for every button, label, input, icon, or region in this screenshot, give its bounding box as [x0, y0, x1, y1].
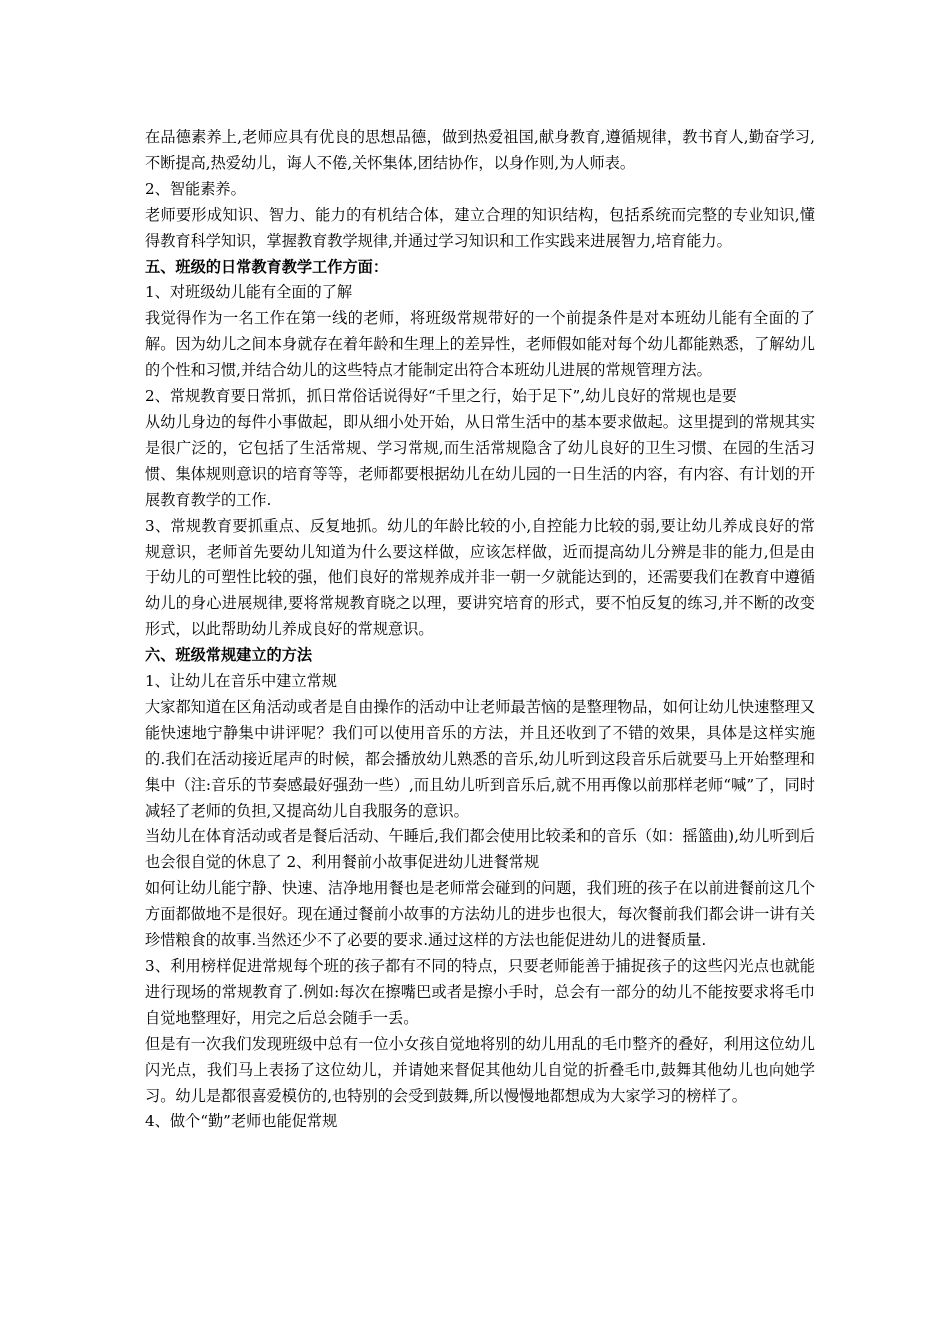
- section-heading-routine-methods: 六、班级常规建立的方法: [145, 646, 313, 665]
- paragraph-knowledge-structure: 老师要形成知识、智力、能力的有机结合体，建立合理的知识结构，包括系统而完整的专业知识,懂得教育科学知识，掌握教育教学规律,并通过学习知识和工作实践来进展智力,培育能力。: [145, 205, 815, 250]
- paragraph-understand-children: 我觉得作为一名工作在第一线的老师，将班级常规带好的一个前提条件是对本班幼儿能有全面的了解。因为幼儿之间本身就存在着年龄和生理上的差异性，老师假如能对每个幼儿都能熟悉，了解幼儿的个性和习惯,并结合幼儿的这些特点才能制定出符合本班幼儿进展的常规管理方法。: [145, 309, 815, 380]
- document-body: [145, 125, 815, 1135]
- paragraph-daily-routine: 2、常规教育要日常抓，抓日常俗话说得好“千里之行，始于足下”,幼儿良好的常规也是要: [145, 387, 737, 406]
- subheading-intellectual-quality: 2、智能素养。: [145, 179, 246, 198]
- paragraph-meal-stories: 如何让幼儿能宁静、快速、洁净地用餐也是老师常会碰到的问题，我们班的孩子在以前进餐前这几个方面都做地不是很好。现在通过餐前小故事的方法幼儿的进步也很大，每次餐前我们都会讲一讲有关珍惜粮食的故事.当然还少不了必要的要求.通过这样的方法也能促进幼儿的进餐质量.: [145, 879, 815, 950]
- paragraph-music-method: 大家都知道在区角活动或者是自由操作的活动中让老师最苦恼的是整理物品，如何让幼儿快速整理又能快速地宁静集中讲评呢？我们可以使用音乐的方法，并且还收到了不错的效果，具体是这样实施的.我们在活动接近尾声的时候，都会播放幼儿熟悉的音乐,幼儿听到这段音乐后就要马上开始整理和集中（注:音乐的节奏感最好强劲一些）,而且幼儿听到音乐后,就不用再像以前那样老师“喊”了，同时减轻了老师的负担,又提高幼儿自我服务的意识。: [145, 697, 815, 820]
- paragraph-soft-music: 当幼儿在体育活动或者是餐后活动、午睡后,我们都会使用比较柔和的音乐（如：摇篮曲),幼儿听到后也会很自觉的休息了 2、利用餐前小故事促进幼儿进餐常规: [145, 827, 815, 872]
- paragraph-key-points: 3、常规教育要抓重点、反复地抓。幼儿的年龄比较的小,自控能力比较的弱,要让幼儿养成良好的常规意识，老师首先要幼儿知道为什么要这样做，应该怎样做，近而提高幼儿分辨是非的能力,但是由于幼儿的可塑性比较的强，他们良好的常规养成并非一朝一夕就能达到的，还需要我们在教育中遵循幼儿的身心进展规律,要将常规教育晓之以理，要讲究培育的形式，要不怕反复的练习,并不断的改变形式，以此帮助幼儿养成良好的常规意识。: [145, 516, 815, 639]
- subheading-understand-children: 1、对班级幼儿能有全面的了解: [145, 283, 353, 302]
- subheading-diligent-teacher: 4、做个“勤”老师也能促常规: [145, 1112, 338, 1131]
- section-heading-daily-teaching: 五、班级的日常教育教学工作方面：: [145, 257, 388, 276]
- paragraph-small-things: 从幼儿身边的每件小事做起，即从细小处开始，从日常生活中的基本要求做起。这里提到的常规其实是很广泛的，它包括了生活常规、学习常规,而生活常规隐含了幼儿良好的卫生习惯、在园的生活习惯、集体规则意识的培育等等，老师都要根据幼儿在幼儿园的一日生活的内容，有内容、有计划的开展教育教学的工作.: [145, 412, 815, 509]
- paragraph-role-models: 3、利用榜样促进常规每个班的孩子都有不同的特点，只要老师能善于捕捉孩子的这些闪光点也就能进行现场的常规教育了.例如:每次在擦嘴巴或者是擦小手时，总会有一部分的幼儿不能按要求将毛巾自觉地整理好，用完之后总会随手一丢。: [145, 957, 815, 1027]
- subheading-music-routine: 1、让幼儿在音乐中建立常规: [145, 672, 337, 691]
- paragraph-moral-quality: 在品德素养上,老师应具有优良的思想品德，做到热爱祖国,献身教育,遵循规律，教书育人,勤奋学习,不断提高,热爱幼儿，诲人不倦,关怀集体,团结协作，以身作则,为人师表。: [145, 128, 815, 172]
- paragraph-towel-example: 但是有一次我们发现班级中总有一位小女孩自觉地将别的幼儿用乱的毛巾整齐的叠好，利用这位幼儿闪光点，我们马上表扬了这位幼儿，并请她来督促其他幼儿自觉的折叠毛巾,鼓舞其他幼儿也向她学习。幼儿是都很喜爱模仿的,也特别的会受到鼓舞,所以慢慢地都想成为大家学习的榜样了。: [145, 1034, 815, 1105]
